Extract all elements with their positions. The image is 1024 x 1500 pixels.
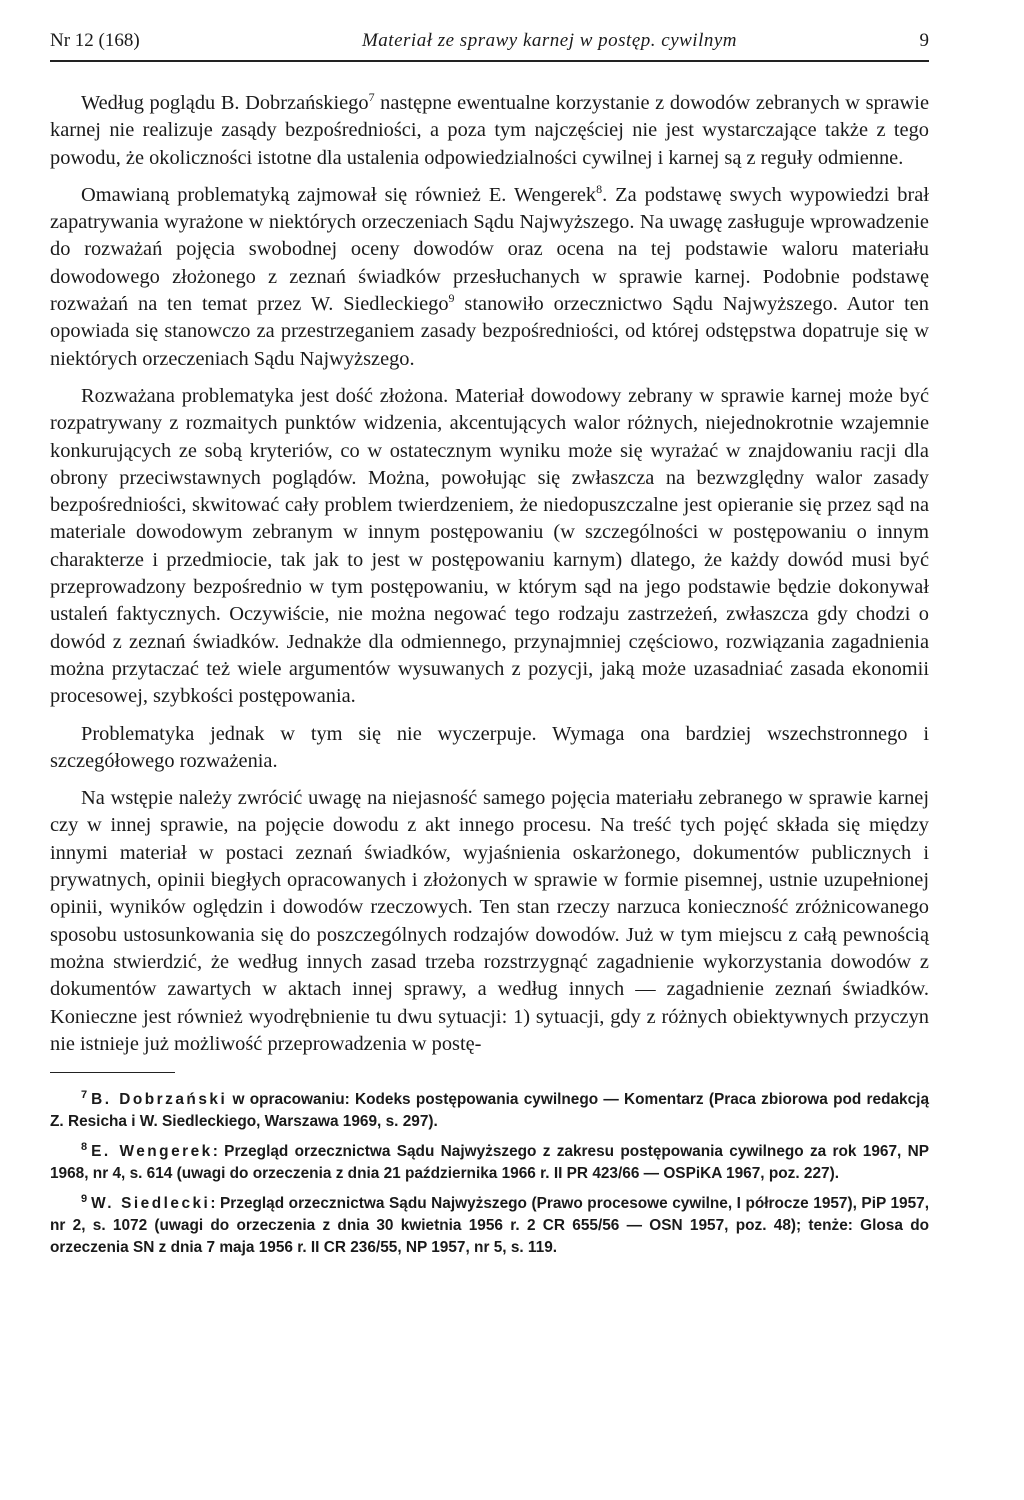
footnote: $^9$ W. Siedlecki: Przegląd orzecznictwa Sądu Najwyższego (Prawo procesowe cywilne, I półrocze 1957), PiP 1957, nr 2, s. 1072 (uwagi do orzeczenia z dnia 30 kwietnia 1956 r. 2 CR 655/56 — OSN 1957, poz. 48); tenże: Glosa do orzeczenia SN z dnia 7 maja 1956 r. II CR 236/55, NP 1957, nr 5, s. 119.: [50, 1192, 929, 1257]
footnote-ref: 9: [448, 291, 455, 306]
paragraph: Problematyka jednak w tym się nie wyczerpuje. Wymaga ona bardziej wszechstronnego i szczegółowego rozważenia.: [50, 722, 929, 772]
paragraph: Omawianą problematyką zajmował się również E. Wengerek$^8$. Za podstawę swych wypowiedzi brał zapatrywania wyrażone w niektórych orzeczeniach Sądu Najwyższego. Na uwagę zasługuje wprowadzenie do rozważań pojęcia swobodnej oceny dowodów oraz ocena na tej podstawie waloru materiału dowodowego złożonego z zeznań świadków przesłuchanych w sprawie karnej. Podobnie podstawę rozważań na ten temat przez W. Siedleckiego$^9$ stanowiło orzecznictwo Sądu Najwyższego. Autor ten opowiada się stanowczo za przestrzeganiem zasady bezpośredniości, od której odstępstwa dopatruje się w niektórych orzeczeniach Sądu Najwyższego.: [50, 182, 929, 370]
footnote-author: B. Dobrzański: [91, 1091, 228, 1109]
paragraph: Według poglądu B. Dobrzańskiego$^7$ następne ewentualne korzystanie z dowodów zebranych w sprawie karnej nie realizuje zasądy bezpośredniości, a poza tym najczęściej nie jest wystarczające także z tego powodu, że okoliczności istotne dla ustalenia odpowiedzialności cywilnej i karnej są z reguły odmienne.: [50, 90, 929, 169]
body-text: [50, 90, 929, 1058]
issue-number: Nr 12 (168): [50, 30, 140, 51]
paragraph: Rozważana problematyka jest dość złożona. Materiał dowodowy zebrany w sprawie karnej może być rozpatrywany z rozmaitych punktów widzenia, akcentujących walor różnych, niejednokrotnie wzajemnie konkurujących ze sobą kryteriów, co w ostatecznym wyniku może się wyrażać w znajdowaniu racji dla obrony przeciwstawnych poglądów. Można, powołując się zwłaszcza na bezwzględny walor zasady bezpośredniości, skwitować cały problem twierdzeniem, że niedopuszczalne jest opieranie się przez sąd na materiale dowodowym zebranym w innym postępowaniu (w szczególności w postępowaniu o innym charakterze i przedmiocie, tak jak to jest w postępowaniu karnym) dlatego, że każdy dowód musi być przeprowadzony bezpośrednio w tym postępowaniu, w którym sąd na jego podstawie będzie dokonywał ustaleń faktycznych. Oczywiście, nie można negować tego rodzaju zastrzeżeń, zwłaszcza gdy chodzi o dowód z zeznań świadków. Jednakże dla odmiennego, przynajmniej częściowo, rozwiązania zagadnienia można przytaczać też wiele argumentów wysuwanych z pozycji, jaką może uzasadniać zasada ekonomii procesowej, szybkości postępowania.: [50, 384, 929, 708]
footnote-author: W. Siedlecki: [91, 1195, 211, 1213]
page-number: 9: [919, 30, 929, 51]
footnote-ref: 8: [596, 182, 603, 197]
footnotes: [50, 1089, 929, 1259]
footnote-ref: 7: [368, 90, 375, 105]
running-header: [50, 30, 929, 62]
running-title: Materiał ze sprawy karnej w postęp. cywilnym: [361, 30, 738, 51]
footnote-divider: [50, 1072, 175, 1073]
footnote: $^8$ E. Wengerek: Przegląd orzecznictwa Sądu Najwyższego z zakresu postępowania cywilnego za rok 1967, NP 1968, nr 4, s. 614 (uwagi do orzeczenia z dnia 21 października 1966 r. II PR 423/66 — OSPiKA 1967, poz. 227).: [50, 1140, 929, 1183]
footnote: $^7$ B. Dobrzański w opracowaniu: Kodeks postępowania cywilnego — Komentarz (Praca zbiorowa pod redakcją Z. Resicha i W. Siedleckiego, Warszawa 1969, s. 297).: [50, 1088, 930, 1131]
paragraph: Na wstępie należy zwrócić uwagę na niejasność samego pojęcia materiału zebranego w sprawie karnej czy w innej sprawie, na pojęcie dowodu z akt innego procesu. Na treść tych pojęć składa się między innymi materiał w postaci zeznań świadków, wyjaśnienia oskarżonego, dokumentów publicznych i prywatnych, opinii biegłych opracowanych i złożonych w sprawie w formie pisemnej, ustnie uzupełnionej opinii, wyników oględzin i dowodów rzeczowych. Ten stan rzeczy narzuca konieczność zróżnicowanego sposobu ustosunkowania się do poszczególnych rodzajów dowodów. Już w tym miejscu z całą pewnością można stwierdzić, że według innych zasad trzeba rozstrzygnąć zagadnienie wykorzystania dowodów z dokumentów zawartych w aktach innej sprawy, a według innych — zagadnienie zeznań świadków. Konieczne jest również wyodrębnienie tu dwu sytuacji: 1) sytuacji, gdy z różnych obiektywnych przyczyn nie istnieje już możliwość przeprowadzenia w postę-: [50, 787, 929, 1055]
footnote-author: E. Wengerek: [91, 1143, 213, 1161]
